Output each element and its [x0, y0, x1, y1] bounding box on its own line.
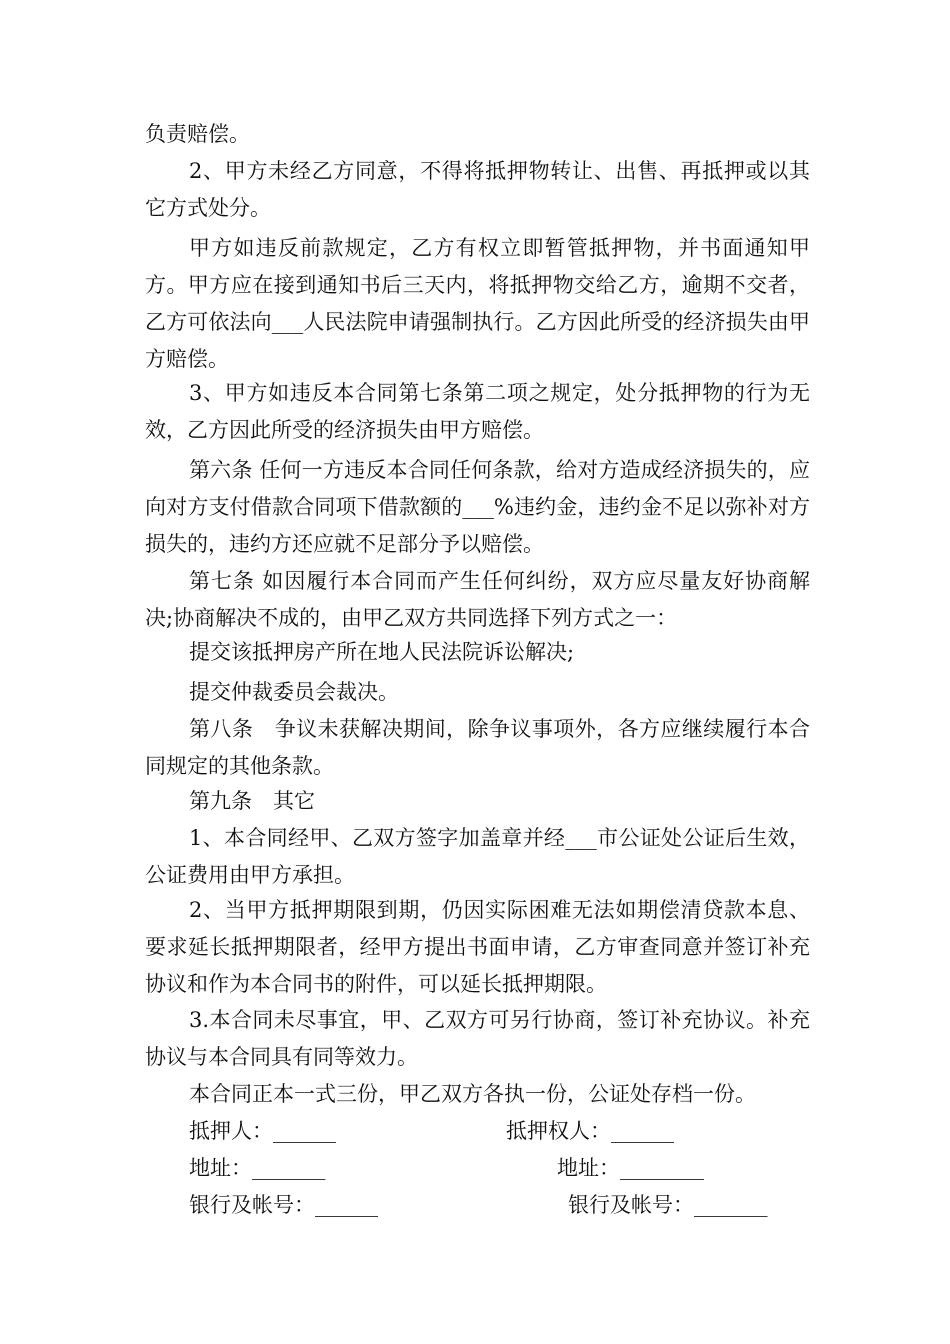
signature-row-address	[0, 1150, 950, 1187]
mortgagor-address-field: 地址：_______	[189, 1156, 326, 1180]
mortgagee-address-field: 地址：________	[557, 1156, 704, 1180]
paragraph-clause-2-transfer: 2、甲方未经乙方同意，不得将抵押物转让、出售、再抵押或以其它方式处分。	[145, 159, 810, 220]
signature-row-bank	[0, 1187, 950, 1224]
paragraph-article-9-item-1: 1、本合同经甲、乙双方签字加盖章并经___市公证处公证后生效，公证费用由甲方承担。	[145, 826, 810, 887]
mortgagee-bank-field: 银行及帐号：_______	[568, 1193, 768, 1217]
paragraph-article-9-item-2: 2、当甲方抵押期限到期，仍因实际困难无法如期偿清贷款本息、要求延长抵押期限者，经甲方提出书面申请，乙方审查同意并签订补充协议和作为本合同书的附件，可以延长抵押期限。	[145, 898, 810, 996]
paragraph-option-arbitration: 提交仲裁委员会裁决。	[189, 680, 399, 704]
paragraph-article-6: 第六条 任何一方违反本合同任何条款，给对方造成经济损失的，应向对方支付借款合同项下借款额的___%违约金，违约金不足以弥补对方损失的，违约方还应就不足部分予以赔偿。	[145, 458, 810, 556]
paragraph-article-8: 第八条 争议未获解决期间，除争议事项外，各方应继续履行本合同规定的其他条款。	[145, 717, 810, 778]
mortgagor-signature-field: 抵押人：______	[189, 1119, 336, 1143]
signature-row-parties	[0, 1113, 950, 1150]
paragraph-article-9-item-3: 3.本合同未尽事宜，甲、乙双方可另行协商，签订补充协议。补充协议与本合同具有同等效力。	[145, 1008, 810, 1069]
paragraph-article-7: 第七条 如因履行本合同而产生任何纠纷，双方应尽量友好协商解决;协商解决不成的，由甲乙双方共同选择下列方式之一：	[145, 569, 810, 630]
paragraph-article-9-heading: 第九条 其它	[189, 789, 315, 813]
paragraph-violation-notice: 甲方如违反前款规定，乙方有权立即暂管抵押物，并书面通知甲方。甲方应在接到通知书后三天内，将抵押物交给乙方，逾期不交者，乙方可依法向___人民法院申请强制执行。乙方因此所受的经济损失由甲方赔偿。	[145, 236, 810, 371]
mortgagor-bank-field: 银行及帐号：______	[189, 1193, 378, 1217]
paragraph-clause-3-invalid: 3、甲方如违反本合同第七条第二项之规定，处分抵押物的行为无效，乙方因此所受的经济损失由甲方赔偿。	[145, 381, 810, 442]
paragraph-continuation: 负责赔偿。	[145, 122, 250, 146]
mortgagee-signature-field: 抵押权人：______	[506, 1119, 674, 1143]
paragraph-copies: 本合同正本一式三份，甲乙双方各执一份，公证处存档一份。	[189, 1082, 756, 1106]
paragraph-option-litigation: 提交该抵押房产所在地人民法院诉讼解决;	[189, 640, 575, 664]
